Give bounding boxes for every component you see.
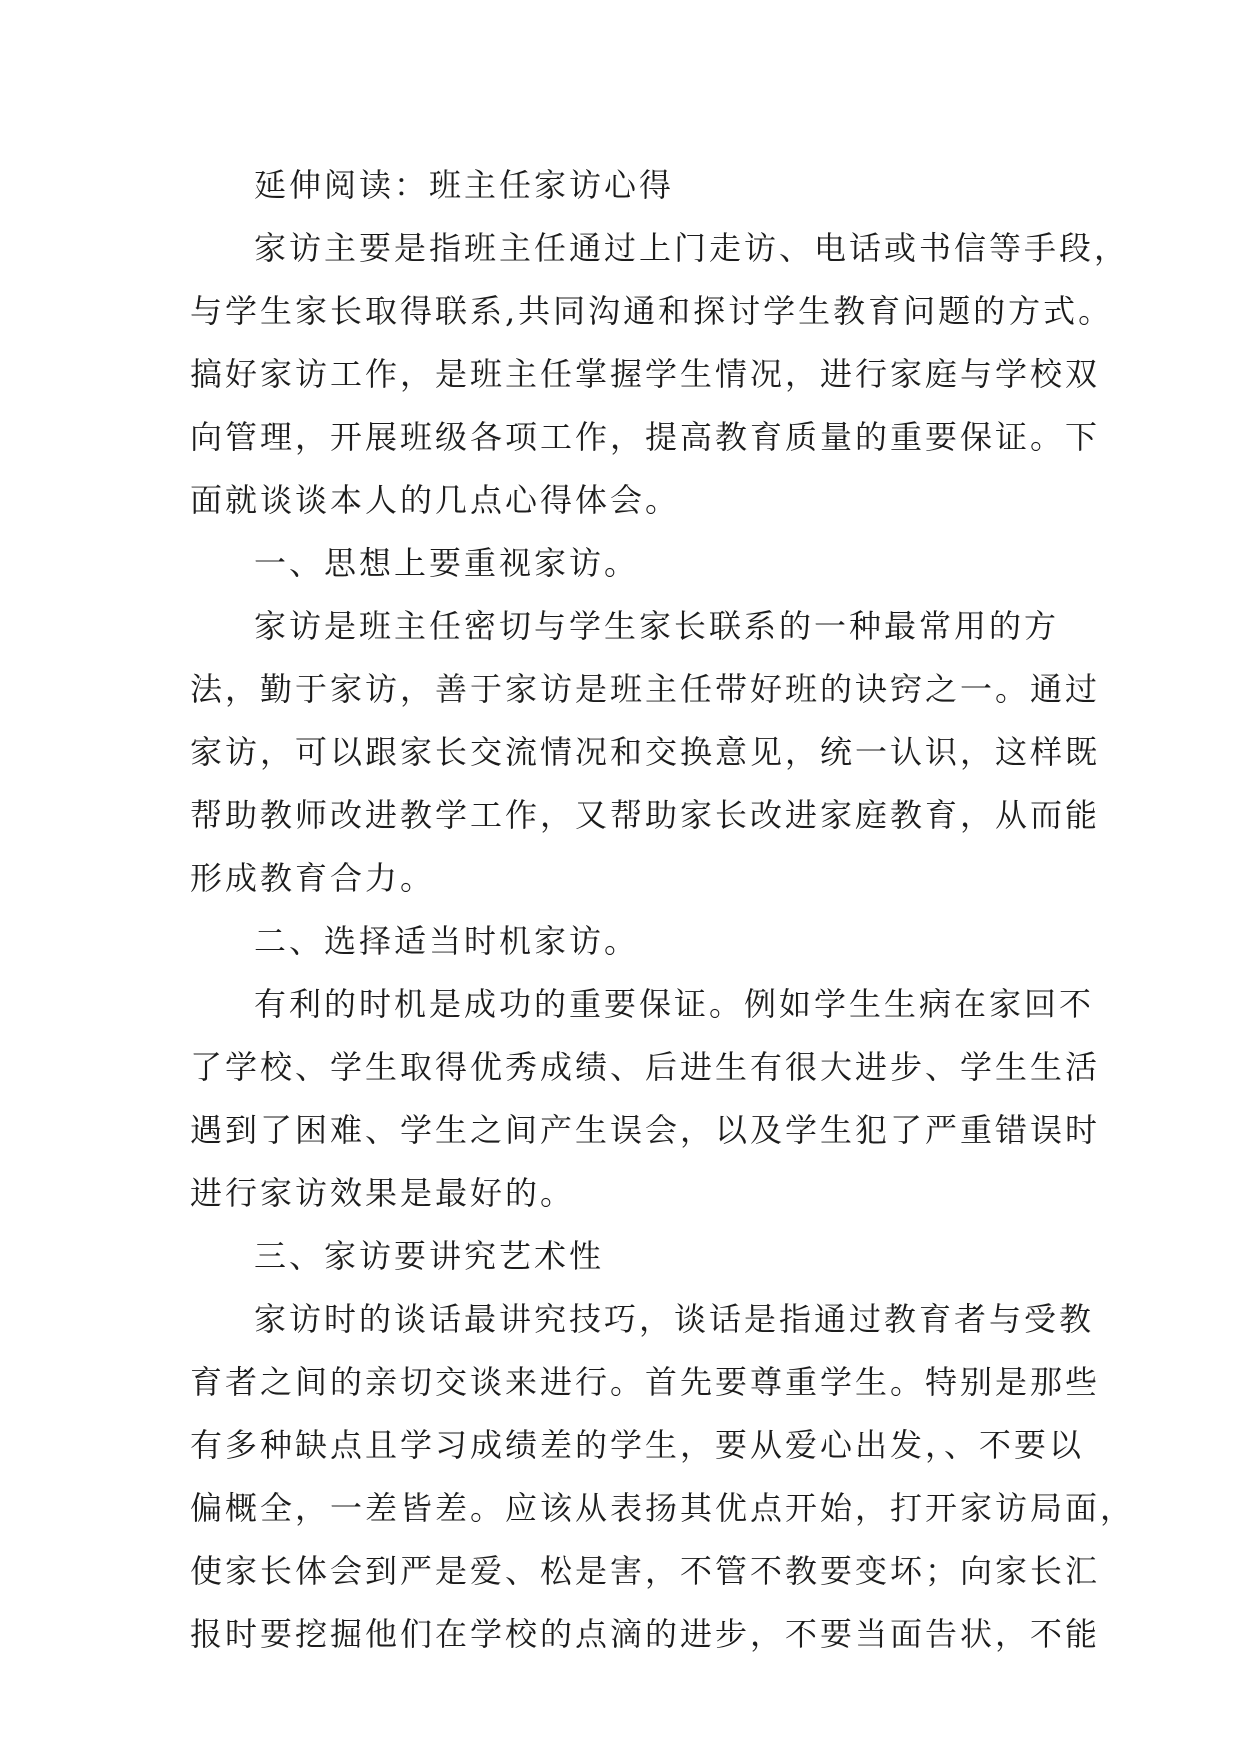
paragraph-line: 帮助教师改进教学工作，又帮助家长改进家庭教育，从而能 <box>190 796 1101 834</box>
paragraph-line: 使家长体会到严是爱、松是害，不管不教要变坏；向家长汇 <box>190 1552 1101 1590</box>
heading-2: 二、选择适当时机家访。 <box>254 922 640 960</box>
paragraph-line: 有多种缺点且学习成绩差的学生，要从爱心出发，、不要以 <box>190 1426 1085 1464</box>
paragraph-line: 家访主要是指班主任通过上门走访、电话或书信等手段， <box>254 229 1130 267</box>
document-body <box>190 154 1136 1666</box>
paragraph-line: 家访是班主任密切与学生家长联系的一种最常用的方 <box>254 607 1060 645</box>
paragraph-line: 遇到了困难、学生之间产生误会，以及学生犯了严重错误时 <box>190 1111 1101 1149</box>
paragraph-line: 向管理，开展班级各项工作，提高教育质量的重要保证。下 <box>190 418 1101 456</box>
paragraph-line: 与学生家长取得联系,共同沟通和探讨学生教育问题的方式。 <box>190 292 1114 330</box>
heading-1: 一、思想上要重视家访。 <box>254 544 640 582</box>
paragraph-line: 家访时的谈话最讲究技巧，谈话是指通过教育者与受教 <box>254 1300 1095 1338</box>
section-title: 延伸阅读：班主任家访心得 <box>254 166 675 204</box>
paragraph-line: 报时要挖掘他们在学校的点滴的进步，不要当面告状，不能 <box>190 1615 1101 1653</box>
paragraph-line: 有利的时机是成功的重要保证。例如学生生病在家回不 <box>254 985 1095 1023</box>
heading-3: 三、家访要讲究艺术性 <box>254 1237 605 1275</box>
paragraph-line: 法，勤于家访，善于家访是班主任带好班的诀窍之一。通过 <box>190 670 1101 708</box>
paragraph-line: 了学校、学生取得优秀成绩、后进生有很大进步、学生生活 <box>190 1048 1101 1086</box>
paragraph-line: 面就谈谈本人的几点心得体会。 <box>190 481 681 519</box>
paragraph-line: 形成教育合力。 <box>190 859 436 897</box>
paragraph-line: 偏概全，一差皆差。应该从表扬其优点开始，打开家访局面， <box>190 1489 1136 1527</box>
paragraph-line: 家访，可以跟家长交流情况和交换意见，统一认识，这样既 <box>190 733 1101 771</box>
paragraph-line: 搞好家访工作，是班主任掌握学生情况，进行家庭与学校双 <box>190 355 1101 393</box>
paragraph-line: 进行家访效果是最好的。 <box>190 1174 576 1212</box>
paragraph-line: 育者之间的亲切交谈来进行。首先要尊重学生。特别是那些 <box>190 1363 1101 1401</box>
